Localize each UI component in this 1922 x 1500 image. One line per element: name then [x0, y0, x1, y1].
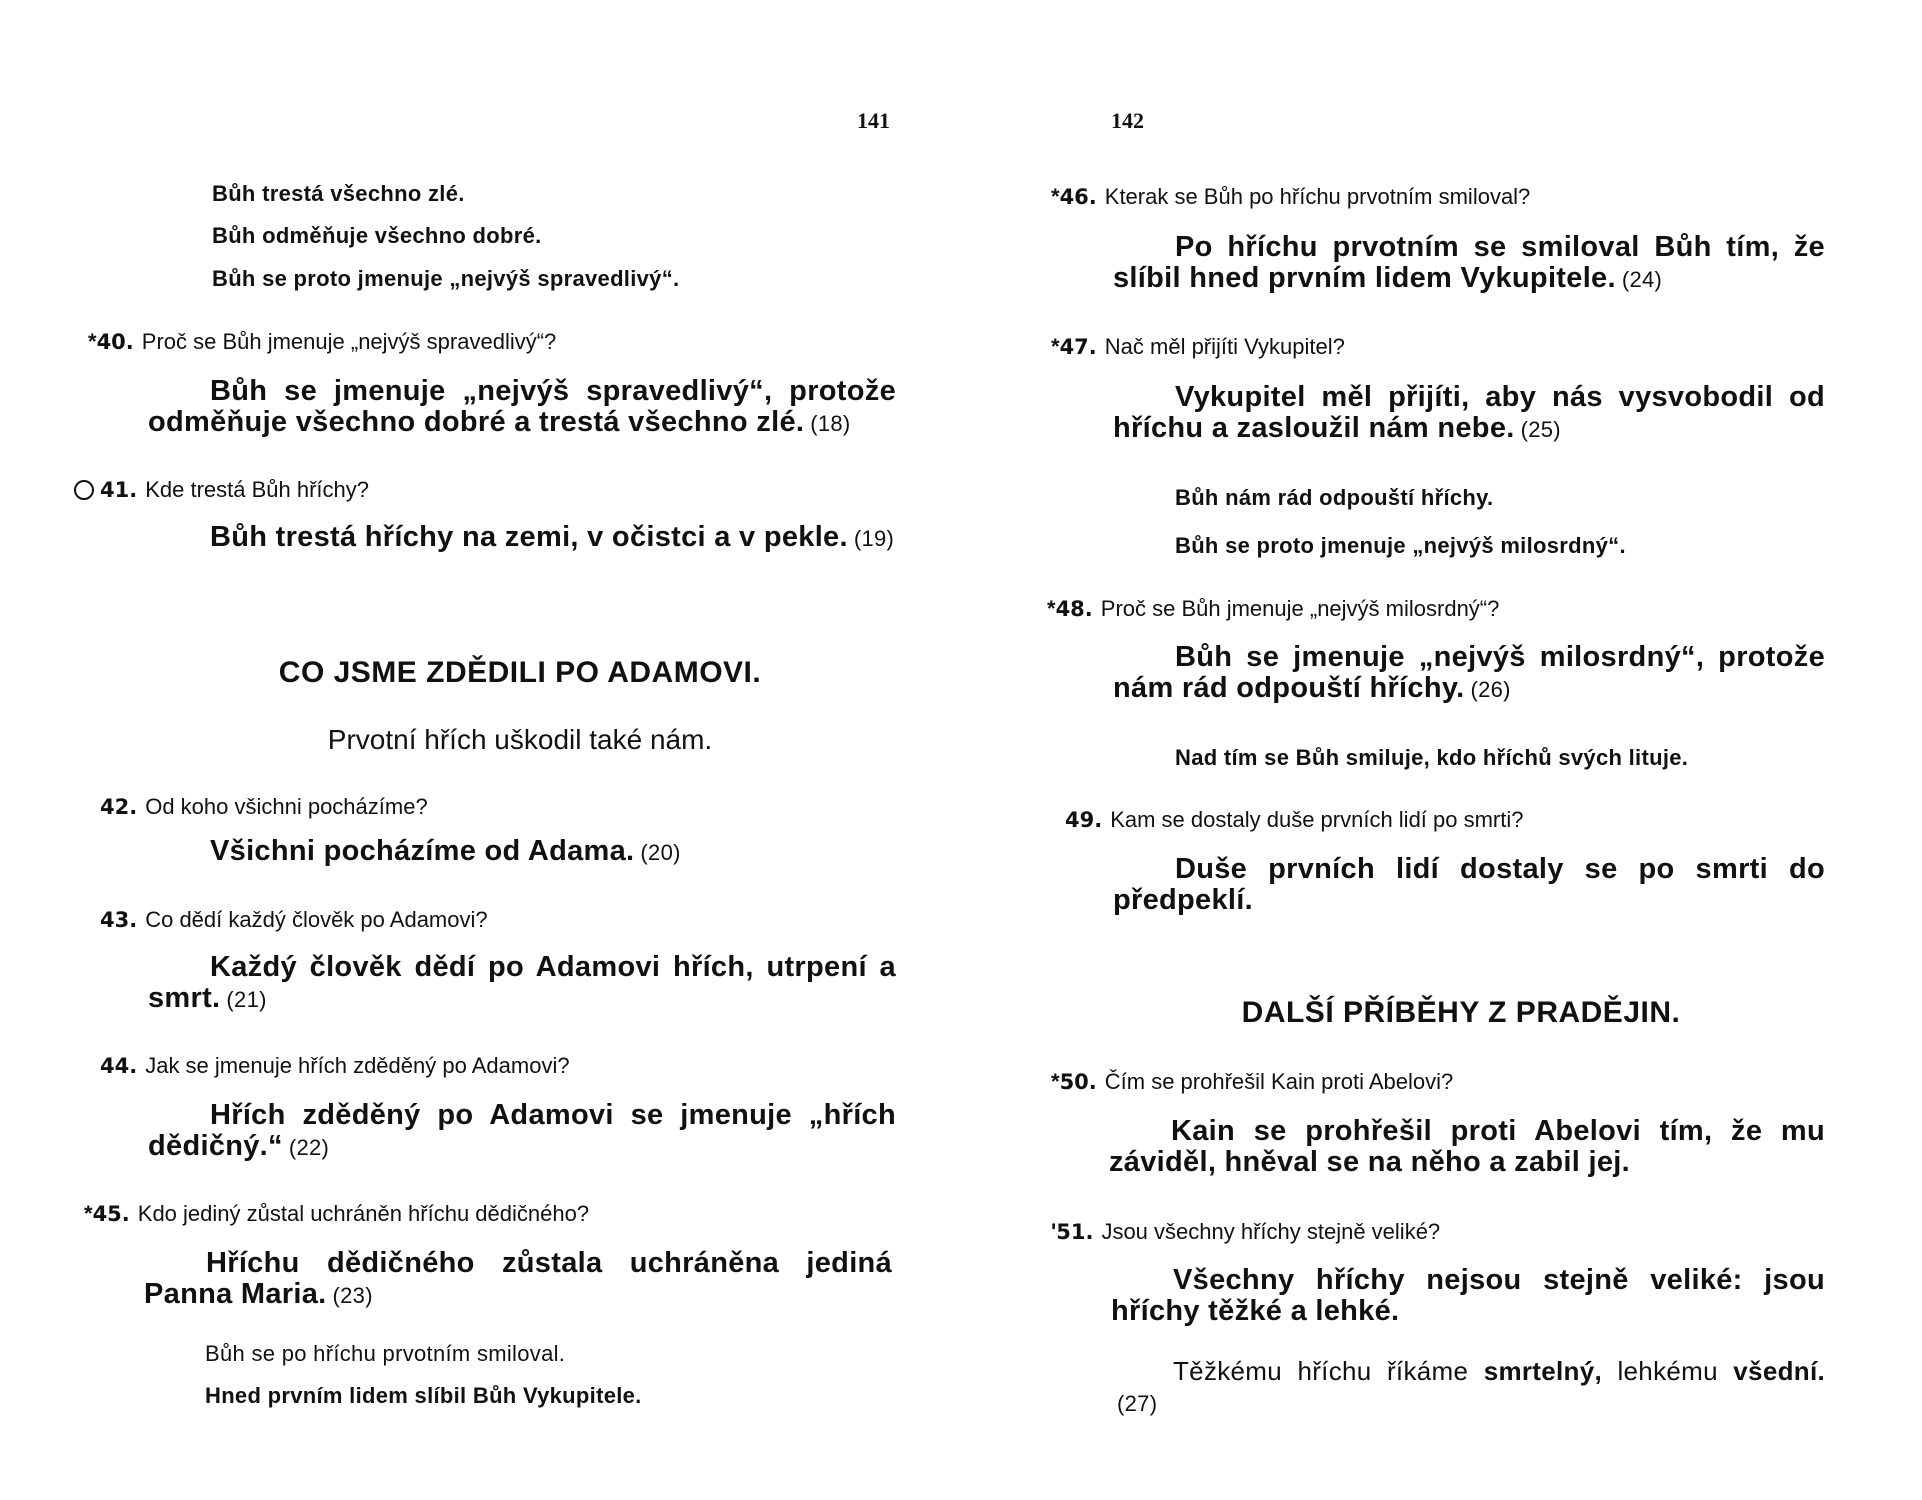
answer-text: Po hříchu prvotním se smiloval Bůh tím, že slíbil hned prvním lidem Vykupitele.: [1113, 231, 1825, 294]
question-number: 42.: [100, 795, 138, 819]
question-number: 51.: [1056, 1220, 1094, 1244]
question-text: Kde trestá Bůh hříchy?: [145, 477, 369, 502]
answer-text: Bůh trestá hříchy na zemi, v očistci a v pekle.: [210, 521, 848, 553]
right-page: [961, 0, 1922, 1500]
question-number: 44.: [100, 1054, 138, 1078]
note-line: Nad tím se Bůh smiluje, kdo hříchů svých lituje.: [1175, 745, 1689, 770]
answer-text: Hříchu dědičného zůstala uchráněna jediná Panna Maria.: [144, 1247, 892, 1310]
final-note-emphasis: všední.: [1733, 1356, 1825, 1386]
answer-49: [1113, 854, 1825, 916]
note-line: Bůh odměňuje všechno dobré.: [212, 223, 542, 248]
question-number: 48.: [1055, 597, 1093, 621]
answer-40: [148, 376, 896, 439]
star-marker: *: [1051, 184, 1060, 209]
reference-number: (19): [853, 526, 895, 551]
answer-text: Kain se prohřešil proti Abelovi tím, že mu záviděl, hněval se na něho a zabil jej.: [1109, 1115, 1825, 1178]
question-number: 43.: [100, 908, 138, 932]
question-number: 50.: [1059, 1070, 1097, 1094]
question-number: 41.: [100, 478, 138, 502]
star-marker: *: [1047, 596, 1056, 621]
question-51: [1051, 1218, 1440, 1246]
reference-number: (23): [332, 1283, 373, 1308]
section-heading: CO JSME ZDĚDILI PO ADAMOVI.: [278, 656, 762, 689]
answer-text: Bůh se jmenuje „nejvýš milosrdný“, protože nám rád odpouští hříchy.: [1113, 641, 1825, 704]
question-48: [1047, 595, 1499, 623]
question-41: [74, 476, 369, 504]
question-number: 45.: [92, 1202, 130, 1226]
page-number: 142: [1111, 108, 1144, 133]
answer-42: [148, 836, 896, 868]
question-number: 40.: [96, 330, 134, 354]
note-line: Bůh nám rád odpouští hříchy.: [1175, 485, 1494, 510]
question-text: Kam se dostaly duše prvních lidí po smrti?: [1110, 807, 1524, 832]
star-marker: *: [1051, 334, 1060, 359]
section-subheading: Prvotní hřích uškodil také nám.: [327, 724, 713, 755]
apostrophe-marker: ': [1051, 1219, 1057, 1244]
reference-number: (27): [1117, 1391, 1158, 1416]
question-text: Kdo jediný zůstal uchráněn hříchu dědičného?: [137, 1201, 590, 1226]
answer-44: [148, 1100, 896, 1163]
question-number: 46.: [1059, 185, 1097, 209]
question-text: Jsou všechny hříchy stejně veliké?: [1101, 1219, 1441, 1244]
star-marker: *: [88, 329, 97, 354]
answer-text: Každý člověk dědí po Adamovi hřích, utrpení a smrt.: [148, 951, 896, 1014]
question-number: 49.: [1065, 808, 1103, 832]
question-number: 47.: [1059, 335, 1097, 359]
note-line: Hned prvním lidem slíbil Bůh Vykupitele.: [205, 1383, 642, 1408]
answer-51: [1111, 1265, 1825, 1327]
final-note: [1111, 1356, 1825, 1419]
question-43: [100, 906, 488, 934]
page-number: 141: [857, 108, 890, 133]
question-text: Jak se jmenuje hřích zděděný po Adamovi?: [145, 1053, 570, 1078]
question-text: Proč se Bůh jmenuje „nejvýš spravedlivý“?: [141, 329, 557, 354]
question-text: Kterak se Bůh po hříchu prvotním smiloval?: [1104, 184, 1531, 209]
answer-text: Duše prvních lidí dostaly se po smrti do předpeklí.: [1113, 853, 1825, 916]
question-50: [1051, 1068, 1453, 1096]
question-42: [100, 793, 428, 821]
question-49: [1065, 806, 1524, 834]
reference-number: (22): [288, 1135, 330, 1160]
answer-50: [1109, 1116, 1825, 1178]
answer-text: Všechny hříchy nejsou stejně veliké: jsou hříchy těžké a lehké.: [1111, 1264, 1825, 1327]
reference-number: (26): [1470, 677, 1511, 702]
question-46: [1051, 183, 1530, 211]
question-text: Co dědí každý člověk po Adamovi?: [145, 907, 488, 932]
question-text: Nač měl přijíti Vykupitel?: [1104, 334, 1345, 359]
note-line: Bůh se proto jmenuje „nejvýš spravedlivý“.: [212, 266, 680, 291]
reference-number: (20): [640, 840, 681, 865]
reference-number: (24): [1621, 267, 1663, 292]
answer-text: Bůh se jmenuje „nejvýš spravedlivý“, protože odměňuje všechno dobré a trestá všechno zlé.: [148, 375, 896, 438]
final-note-emphasis: smrtelný,: [1483, 1356, 1603, 1386]
question-text: Od koho všichni pocházíme?: [145, 794, 428, 819]
reference-number: (21): [226, 987, 267, 1012]
answer-text: Všichni pocházíme od Adama.: [210, 835, 635, 867]
answer-46: [1113, 232, 1825, 295]
question-44: [100, 1052, 570, 1080]
question-text: Čím se prohřešil Kain proti Abelovi?: [1104, 1069, 1454, 1094]
answer-48: [1113, 642, 1825, 705]
answer-47: [1113, 382, 1825, 445]
star-marker: *: [84, 1201, 93, 1226]
question-45: [84, 1200, 589, 1228]
note-line: Bůh se po hříchu prvotním smiloval.: [205, 1341, 566, 1366]
reference-number: (25): [1520, 417, 1561, 442]
reference-number: (18): [810, 411, 851, 436]
final-note-part: Těžkému hříchu říkáme: [1173, 1356, 1469, 1386]
question-47: [1051, 333, 1345, 361]
final-note-part: lehkému: [1617, 1356, 1718, 1386]
answer-text: Vykupitel měl přijíti, aby nás vysvobodil od hříchu a zasloužil nám nebe.: [1113, 381, 1825, 444]
question-text: Proč se Bůh jmenuje „nejvýš milosrdný“?: [1100, 596, 1500, 621]
answer-text: Hřích zděděný po Adamovi se jmenuje „hřích dědičný.“: [148, 1099, 896, 1162]
answer-45: [144, 1248, 892, 1311]
note-line: Bůh se proto jmenuje „nejvýš milosrdný“.: [1175, 533, 1626, 558]
section-heading: DALŠÍ PŘÍBĚHY Z PRADĚJIN.: [1241, 996, 1681, 1029]
star-marker: *: [1051, 1069, 1060, 1094]
note-line: Bůh trestá všechno zlé.: [212, 181, 465, 206]
answer-41: [148, 522, 896, 554]
circle-marker-icon: [74, 480, 94, 500]
question-40: [88, 328, 556, 356]
answer-43: [148, 952, 896, 1015]
